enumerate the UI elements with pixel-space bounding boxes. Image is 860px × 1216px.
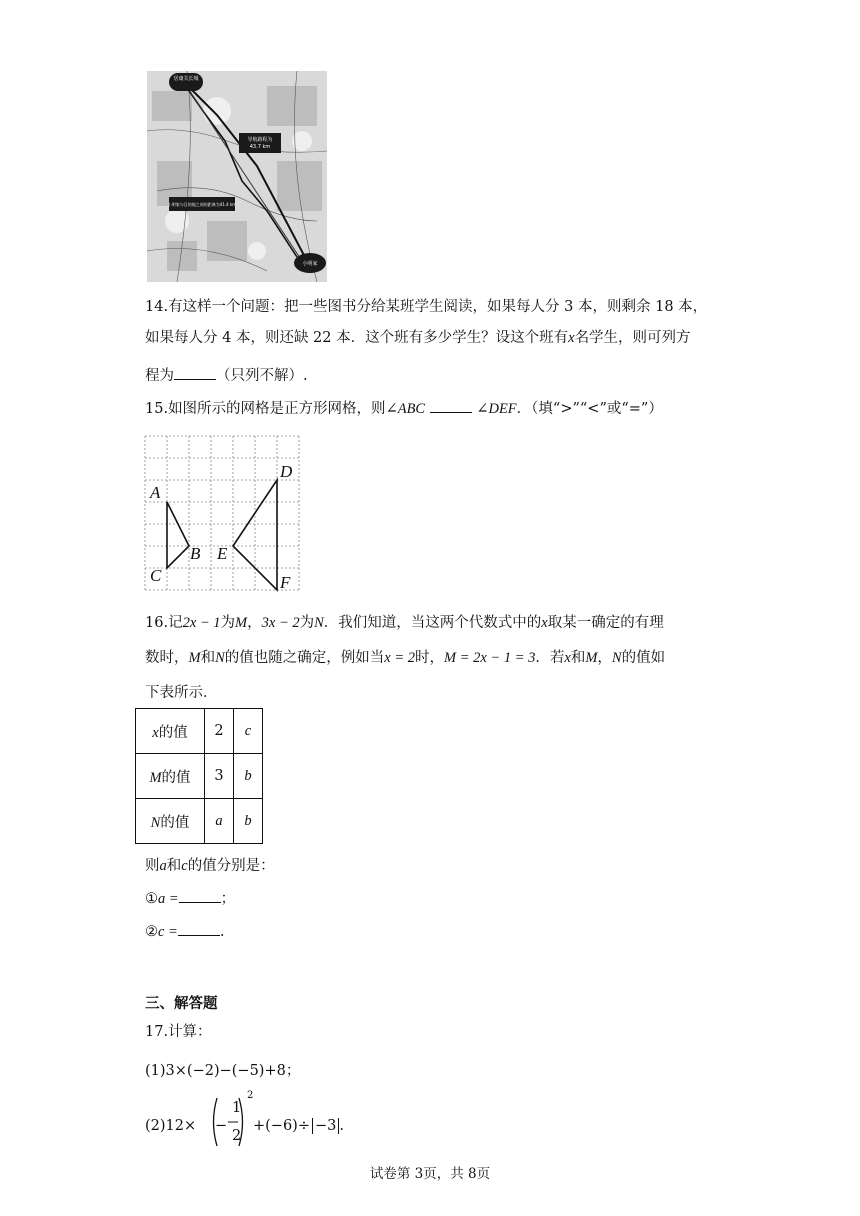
q16-text: 时，: [415, 650, 444, 666]
map-label-route-value: 43.7 km: [249, 144, 271, 150]
table-cell: [136, 754, 205, 799]
row-label: 的值: [161, 769, 191, 786]
table-cell: [136, 709, 205, 754]
q16-text: 和: [166, 858, 182, 874]
q16-values-table: [135, 708, 263, 844]
q14-text-3: 程为: [145, 368, 174, 384]
table-cell: a: [205, 799, 234, 844]
q17-number: 17.: [145, 1024, 169, 1040]
circled-2: ②: [145, 924, 158, 940]
q15-suffix: ．（填“>”“<”或“=”）: [516, 401, 663, 417]
q16-example-eq: M = 2x − 1 = 3: [444, 650, 536, 666]
q16-text: 下表所示．: [145, 685, 218, 701]
q17-part2-expr-b: +(−6)÷: [253, 1118, 310, 1134]
q15-grid-figure: [144, 435, 302, 595]
q16-text: 为: [220, 615, 236, 631]
q16-text: .: [219, 924, 225, 940]
q16-line2: [145, 648, 665, 668]
q16-text: 的值分别是：: [187, 858, 275, 874]
point-d-label: D: [280, 462, 293, 481]
q16-ask: [145, 856, 275, 876]
map-label-direct: 小明家与目的地之间的距离为41.4 km: [167, 202, 237, 207]
q16-condition: x = 2: [384, 650, 415, 666]
q16-line1: [145, 613, 664, 633]
q16-text: ；: [220, 891, 236, 907]
absolute-value: −3: [312, 1118, 339, 1134]
circled-1: ①: [145, 891, 158, 907]
q16-text: ，: [597, 650, 612, 666]
q17-text: ；: [285, 1063, 301, 1079]
q16-text: ，: [247, 615, 262, 631]
fraction-denominator: 2: [232, 1128, 242, 1144]
fraction-numerator: 1: [232, 1100, 242, 1116]
q16-var-x: x: [564, 650, 571, 666]
table-row: [136, 799, 263, 844]
q16-text: 取某一确定的有理: [547, 615, 664, 631]
point-c-label: C: [150, 566, 162, 585]
q16-var-c: c: [181, 858, 188, 874]
q17-part2-label: (2): [145, 1118, 166, 1134]
map-image: [147, 71, 327, 282]
q14-line2: [145, 328, 691, 348]
q16-item1: [145, 888, 235, 909]
q17-text: .: [339, 1118, 344, 1134]
table-cell: 3: [205, 754, 234, 799]
q17-text: 计算：: [168, 1024, 212, 1040]
q15-angle-abc: ∠ABC: [385, 401, 426, 417]
q16-var-a: a: [159, 858, 167, 874]
q17-intro: [145, 1022, 212, 1042]
q14-text-1: 有这样一个问题：把一些图书分给某班学生阅读，如果每人分 3 本，则剩余 18 本，: [168, 299, 708, 315]
q16-text: 的值如: [621, 650, 666, 666]
table-cell: b: [234, 754, 263, 799]
row-label: 的值: [158, 724, 188, 741]
point-f-label: F: [280, 573, 291, 592]
q17-part1-expr: 3×(−2)−(−5)+8: [165, 1063, 286, 1079]
q14-answer-blank[interactable]: [174, 365, 216, 380]
point-e-label: E: [217, 544, 228, 563]
q14-text-2: 如果每人分 4 本，则还缺 22 本．这个班有多少学生？设这个班有: [145, 330, 569, 346]
q16-var-m: M: [235, 615, 248, 631]
q16-text: 和: [200, 650, 216, 666]
q17-part2-expr: 12×: [165, 1118, 197, 1134]
row-var: N: [150, 814, 161, 831]
grid-diagram: [144, 435, 302, 595]
q16-answer-a-blank[interactable]: [179, 888, 221, 903]
page-footer: 试卷第 3页，共 8页: [369, 1166, 491, 1182]
q15-angle-def: ∠DEF: [476, 401, 517, 417]
q15-text: 如图所示的网格是正方形网格，则: [168, 401, 386, 417]
q15-number: 15.: [145, 401, 169, 417]
q14-variable: x: [568, 330, 575, 346]
map-label-home: 小明家: [302, 261, 318, 267]
q16-line3: [145, 683, 218, 703]
q14-line3: [145, 365, 308, 386]
q17-part1-label: (1): [145, 1063, 166, 1079]
table-row: [136, 709, 263, 754]
q17-part1: [145, 1061, 300, 1081]
q14-text-3-end: （只列不解）.: [216, 368, 308, 384]
q16-var-n: N: [611, 650, 622, 666]
table-cell: [136, 799, 205, 844]
q17-minus: −: [215, 1118, 228, 1134]
q16-text: ．若: [535, 650, 565, 666]
q16-var-c-eq: c =: [158, 924, 178, 940]
q16-text: ．我们知道，当这两个代数式中的: [323, 615, 542, 631]
q16-var-m: M: [585, 650, 598, 666]
map-figure: [147, 71, 327, 282]
q16-var-n: N: [314, 615, 324, 631]
q14-text-2-end: 名学生，则可列方: [574, 330, 691, 346]
q16-text: 的值也随之确定，例如当: [224, 650, 385, 666]
q16-item2: [145, 921, 224, 942]
q16-var-m: M: [188, 650, 201, 666]
q16-text: 和: [570, 650, 586, 666]
section-title: 三、解答题: [145, 995, 218, 1012]
row-var: M: [149, 769, 162, 786]
q14-number: 14.: [145, 299, 169, 315]
point-b-label: B: [190, 544, 201, 563]
q16-text: 则: [145, 858, 160, 874]
q14-line1: [145, 297, 707, 317]
q16-text: 为: [299, 615, 315, 631]
table-cell: b: [234, 799, 263, 844]
map-label-route: 导航路程为: [247, 137, 273, 143]
q15-line: [145, 398, 663, 419]
table-cell: c: [234, 709, 263, 754]
q16-var-x: x: [541, 615, 548, 631]
q16-text: 记: [168, 615, 183, 631]
q16-var-n: N: [215, 650, 225, 666]
q15-answer-blank[interactable]: [430, 398, 472, 413]
q16-expr-n: 3x − 2: [261, 615, 300, 631]
table-cell: 2: [205, 709, 234, 754]
q16-expr-m: 2x − 1: [182, 615, 221, 631]
point-a-label: A: [150, 483, 161, 502]
exponent: 2: [247, 1090, 254, 1101]
row-var: x: [152, 724, 159, 741]
q16-answer-c-blank[interactable]: [178, 921, 220, 936]
map-label-top: 居庸关长城: [173, 76, 199, 82]
table-row: [136, 754, 263, 799]
row-label: 的值: [160, 814, 190, 831]
q16-var-a-eq: a =: [158, 891, 179, 907]
q16-number: 16.: [145, 615, 169, 631]
triangle-abc: [167, 502, 189, 568]
q16-text: 数时，: [145, 650, 189, 666]
